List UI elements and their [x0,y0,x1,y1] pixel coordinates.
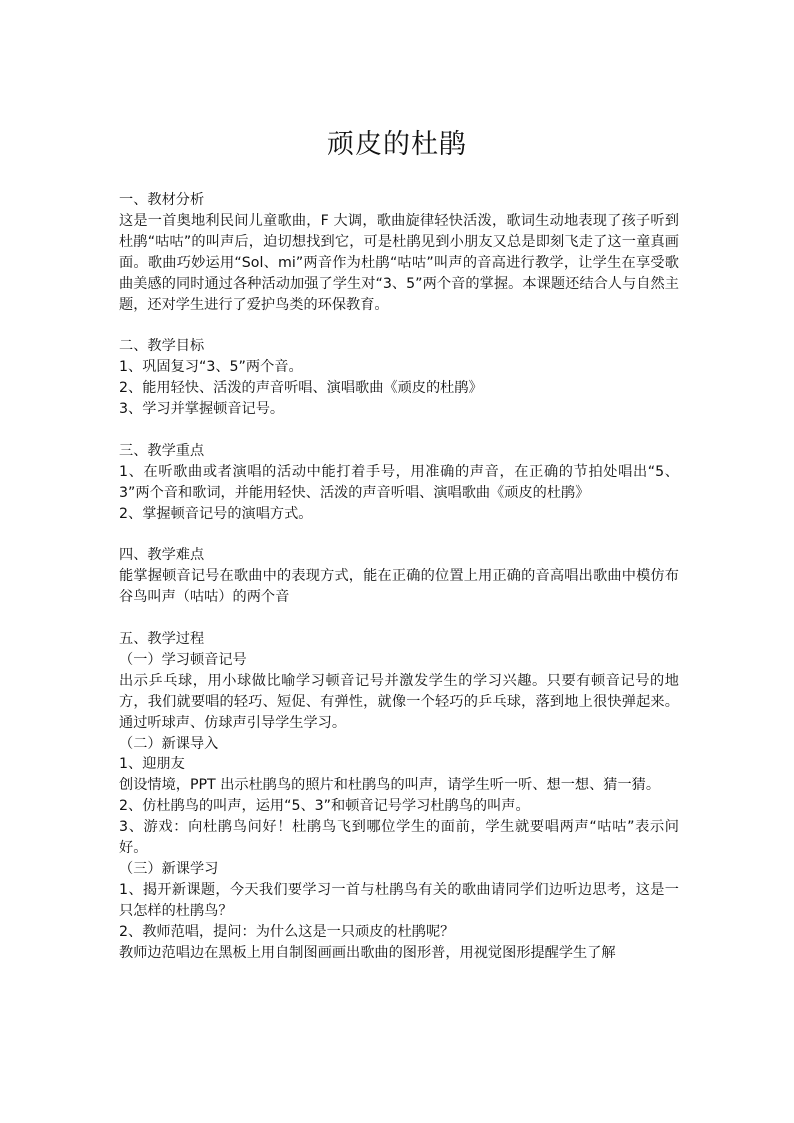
list-item: 3、学习并掌握顿音记号。 [119,401,285,418]
subsection-heading: （二）新课导入 [119,735,219,752]
list-item: 2、教师范唱，提问：为什么这是一只顽皮的杜鹃呢？ [119,923,455,940]
paragraph: 创设情境，PPT 出示杜鹃鸟的照片和杜鹃鸟的叫声，请学生听一听、想一想、猜一猜。 [119,777,661,794]
section-heading: 三、教学重点 [119,442,205,459]
section-teaching-focus [119,441,679,525]
list-item: 2、仿杜鹃鸟的叫声，运用“5、3”和顿音记号学习杜鹃鸟的叫声。 [119,798,530,815]
list-item: 1、揭开新课题，今天我们要学习一首与杜鹃鸟有关的歌曲请同学们边听边思考，这是一只怎样的杜鹃鸟？ [119,881,679,919]
paragraph: 能掌握顿音记号在歌曲中的表现方式，能在正确的位置上用正确的音高唱出歌曲中模仿布谷鸟叫声（咕咕）的两个音 [119,568,679,606]
section-teaching-goals [119,336,679,420]
list-item: 2、掌握顿音记号的演唱方式。 [119,505,313,522]
list-item: 2、能用轻快、活泼的声音听唱、演唱歌曲《顽皮的杜鹃》 [119,380,483,397]
subsection-heading: （一）学习顿音记号 [119,651,247,668]
document-body [119,190,679,963]
section-teaching-process [119,629,679,964]
section-teaching-difficulty [119,545,679,608]
list-item: 1、迎朋友 [119,756,185,773]
list-item: 3、游戏：向杜鹃鸟问好！杜鹃鸟飞到哪位学生的面前，学生就要唱两声“咕咕”表示问好。 [119,819,679,857]
paragraph: 这是一首奥地利民间儿童歌曲，F 大调，歌曲旋律轻快活泼，歌词生动地表现了孩子听到杜鹃“咕咕”的叫声后，迫切想找到它，可是杜鹃见到小朋友又总是即刻飞走了这一童真画面。歌曲巧妙运用“Sol、mi”两音作为杜鹃“咕咕”叫声的音高进行教学，让学生在享受歌曲美感的同时通过各种活动加强了学生对“3、5”两个音的掌握。本课题还结合人与自然主题，还对学生进行了爱护鸟类的环保教育。 [119,212,679,313]
section-textbook-analysis [119,190,679,315]
section-heading: 二、教学目标 [119,338,205,355]
list-item: 1、巩固复习“3、5”两个音。 [119,359,303,376]
section-heading: 五、教学过程 [119,630,205,647]
paragraph: 出示乒乓球，用小球做比喻学习顿音记号并激发学生的学习兴趣。只要有顿音记号的地方，我们就要唱的轻巧、短促、有弹性，就像一个轻巧的乒乓球，落到地上很快弹起来。通过听球声、仿球声引导学生学习。 [119,672,679,731]
subsection-heading: （三）新课学习 [119,860,219,877]
section-heading: 一、教材分析 [119,192,205,208]
section-heading: 四、教学难点 [119,547,205,564]
list-item: 1、在听歌曲或者演唱的活动中能打着手号，用准确的声音，在正确的节拍处唱出“5、3”两个音和歌词，并能用轻快、活泼的声音听唱、演唱歌曲《顽皮的杜鹃》 [119,463,679,501]
document-title: 顽皮的杜鹃 [327,129,467,160]
paragraph: 教师边范唱边在黑板上用自制图画画出歌曲的图形普，用视觉图形提醒学生了解 [119,944,616,961]
